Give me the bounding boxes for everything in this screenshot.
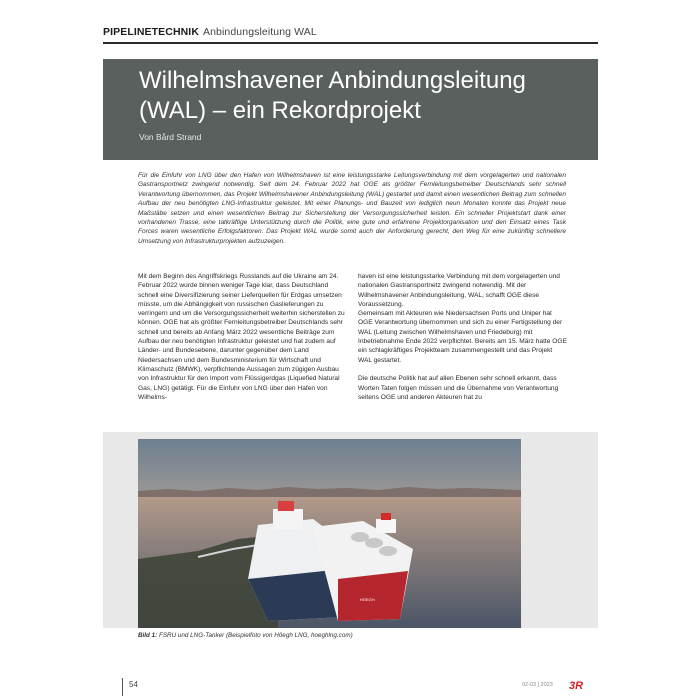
figure-panel bbox=[103, 432, 598, 628]
body-paragraph: Gemeinsam mit Akteuren wie Niedersachsen Ports und Uniper hat OGE Verantwortung übernommen und sich zu einer Fertigstellung der WAL (Leitung zwischen Wilhelmshaven und Friedeburg) mit Inbetriebnahme Ende 2022 verpflichtet. Bereits am 15. März hatte OGE ein schlagkräftiges Projektteam zusammengestellt und das Projekt WAL gestartet. bbox=[358, 310, 567, 364]
title-block bbox=[103, 59, 598, 160]
body-paragraph: haven ist eine leistungsstarke Verbindung mit dem vorgelagerten und nationalen Gastransportnetz zwingend notwendig. Mit der Wilhelmshavener Anbindungsleitung, WAL, schafft OGE diese Voraussetzung. bbox=[358, 273, 560, 308]
body-paragraph: Mit dem Beginn des Angriffskriegs Russlands auf die Ukraine am 24. Februar 2022 wurde binnen weniger Tage klar, dass Deutschland schnell eine Diversifizierung seiner Lieferquellen für Erdgas umsetzen müsste, um die Abhängigkeit von russischen Gaslieferungen zu verringern und um die Versorgungssicherheit weiterhin sicherstellen zu können. OGE hat als größter Fernleitungsbetreiber Deutschlands sehr schnell und bereits ab Anfang März 2022 wesentliche Beiträge zum Aufbau der neu benötigten Infrastruktur geleistet und hat zudem auf Länder- und Bundesebene, darunter gegenüber dem Land Niedersachsen und dem Bundesministerium für Wirtschaft und Klimaschutz (BMWK), verpflichtende Aussagen zum zügigen Ausbau von Infrastruktur für den Import vom Flüssigerdgas (Liquefied Natural Gas, LNG) getätigt. Für die Einfuhr von LNG über den Hafen von Wilhelms- bbox=[138, 273, 345, 401]
lead-paragraph: Für die Einfuhr von LNG über den Hafen von Wilhelmshaven ist eine leistungsstarke Leitungsverbindung mit dem vorgelagerten und nationalen Gastransportnetz zwingend notwendig. Seit dem 24. Februar 2022 hat OGE als größter Fernleitungsbetreiber Deutschlands sehr schnell Verantwortung übernommen, das Projekt Wilhelmshavener Anbindungsleitung (WAL) gestartet und damit einen wesentlichen Beitrag zum schnellen Aufbau der neu benötigten LNG-Infrastruktur geleistet. Mit einer Planungs- und Bauzeit von lediglich neun Monaten konnte das Projekt neue Maßstäbe setzen und einen wesentlichen Beitrag zur Sicherstellung der Versorgungssicherheit leisten. Ein schneller Projektstart dank einer vorhandenen Trasse, eine tatkräftige Unterstützung durch die Politik, eine gute und erfahrene Projektorganisation und den Einsatz eines Task Forces waren wesentliche Erfolgsfaktoren. Das Projekt WAL wurde somit auch der Anforderung gerecht, den Weg für eine zukünftig schnellere Umsetzung von Infrastrukturprojekten aufzuzeigen. bbox=[138, 172, 566, 245]
ship-hull-name: HÖEGH bbox=[360, 597, 375, 602]
caption-text: FSRU und LNG-Tanker (Beispielfoto von Höegh LNG, hoeghlng.com) bbox=[159, 632, 353, 639]
footer-rule bbox=[122, 678, 123, 696]
issue-number: 02-03 | 2023 bbox=[522, 682, 553, 688]
3r-logo-icon bbox=[569, 679, 591, 691]
author-byline: Von Bård Strand bbox=[139, 132, 202, 142]
svg-text:3R: 3R bbox=[569, 680, 584, 691]
running-header bbox=[103, 26, 317, 38]
section-label: PIPELINETECHNIK bbox=[103, 26, 200, 38]
body-column-left bbox=[138, 272, 347, 402]
article-title: Wilhelmshavener Anbindungsleitung (WAL) – ein Rekordprojekt bbox=[139, 67, 526, 124]
caption-label: Bild 1: bbox=[138, 632, 158, 639]
body-paragraph: Die deutsche Politik hat auf allen Ebenen sehr schnell erkannt, dass Worten Taten folgen müssen und die Übernahme von Verantwortung seitens OGE und anderen Akteuren hat zu bbox=[358, 375, 559, 401]
figure-caption bbox=[138, 632, 353, 639]
header-rule bbox=[103, 42, 598, 44]
page-number: 54 bbox=[129, 680, 138, 689]
ship-photo bbox=[138, 439, 521, 628]
section-subtitle: Anbindungsleitung WAL bbox=[203, 26, 317, 38]
body-column-right bbox=[358, 272, 567, 402]
